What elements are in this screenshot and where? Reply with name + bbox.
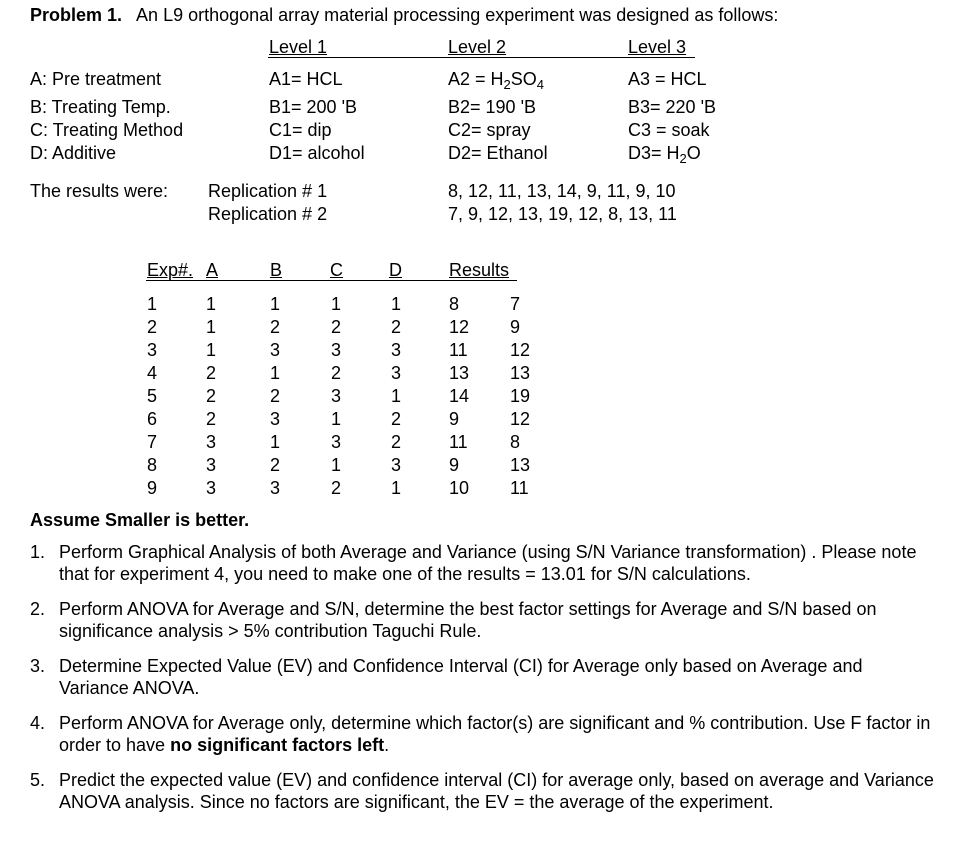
factor-c-level2: C2= spray — [448, 120, 531, 140]
table-header-rule — [146, 280, 517, 281]
results-label: The results were: — [30, 181, 169, 201]
table-cell: 9 — [147, 478, 158, 498]
factor-b-level3: B3= 220 'B — [628, 97, 717, 117]
problem-heading — [30, 4, 778, 26]
table-cell: 11 — [510, 478, 529, 498]
table-cell: 2 — [270, 317, 281, 337]
factor-c-level3: C3 = soak — [628, 120, 710, 140]
factor-c-level1: C1= dip — [269, 120, 332, 140]
table-cell: 12 — [510, 340, 531, 360]
replication-2-label: Replication # 2 — [208, 204, 328, 224]
factor-a-level2: $A2 = H_2SO_4$ — [448, 69, 545, 92]
table-header-d: D — [389, 260, 402, 280]
replication-1-values: 8, 12, 11, 13, 14, 9, 11, 9, 10 — [448, 181, 676, 201]
table-cell: 2 — [391, 317, 402, 337]
factor-b-name: B: Treating Temp. — [30, 97, 171, 117]
table-header-a: A — [206, 260, 219, 280]
table-cell: 3 — [331, 386, 342, 406]
table-cell: 2 — [331, 363, 342, 383]
level-3-header: Level 3 — [628, 37, 687, 57]
table-cell: 3 — [391, 340, 402, 360]
factor-c-name: C: Treating Method — [30, 120, 184, 140]
table-cell: 13 — [449, 363, 470, 383]
table-cell: 3 — [206, 455, 217, 475]
table-cell: 5 — [147, 386, 158, 406]
factor-b-level2: B2= 190 'B — [448, 97, 537, 117]
table-cell: 1 — [391, 478, 402, 498]
table-cell: 1 — [331, 455, 342, 475]
table-cell: 7 — [510, 294, 521, 314]
question-text: Perform Graphical Analysis of both Average and Variance (using S/N Variance transformation) . Please note that for experiment 4, you need to make one of the results = 13.01 for S/N calculations. — [59, 542, 917, 584]
table-cell: 2 — [206, 386, 217, 406]
problem-text: An L9 orthogonal array material processing experiment was designed as follows: — [136, 5, 779, 25]
table-header-b: B — [270, 260, 283, 280]
table-cell: 3 — [270, 340, 281, 360]
question-item — [30, 769, 935, 813]
table-cell: 2 — [270, 386, 281, 406]
table-cell: 11 — [449, 340, 468, 360]
table-header-c: C — [330, 260, 343, 280]
table-cell: 3 — [270, 409, 281, 429]
table-cell: 6 — [147, 409, 158, 429]
factor-d-level2: D2= Ethanol — [448, 143, 548, 163]
level-header-rule — [268, 57, 695, 58]
question-item — [30, 541, 935, 585]
table-cell: 3 — [331, 340, 342, 360]
table-cell: 19 — [510, 386, 531, 406]
table-cell: 2 — [270, 455, 281, 475]
table-cell: 3 — [270, 478, 281, 498]
table-cell: 1 — [147, 294, 158, 314]
table-cell: 1 — [206, 317, 217, 337]
table-cell: 13 — [510, 363, 531, 383]
table-header-exp: Exp#. — [147, 260, 194, 280]
factor-d-level1: D1= alcohol — [269, 143, 365, 163]
factor-a-level3: A3 = HCL — [628, 69, 707, 89]
table-cell: 8 — [510, 432, 521, 452]
table-cell: 13 — [510, 455, 531, 475]
question-text: Predict the expected value (EV) and confidence interval (CI) for average only, based on average and Variance ANOVA analysis. Since no factors are significant, the EV = the average of the experiment. — [59, 770, 934, 812]
question-text: Perform ANOVA for Average only, determine which factor(s) are significant and % contribution. Use F factor in order to have no significant factors left. — [59, 713, 931, 755]
replication-2-values: 7, 9, 12, 13, 19, 12, 8, 13, 11 — [448, 204, 677, 224]
question-text: Determine Expected Value (EV) and Confidence Interval (CI) for Average only based on Average and Variance ANOVA. — [59, 656, 863, 698]
table-cell: 1 — [391, 294, 402, 314]
factor-d-level3: $D3= H_2O$ — [628, 143, 701, 166]
table-cell: 7 — [147, 432, 158, 452]
problem-label: Problem 1. — [30, 5, 123, 25]
factor-d-name: D: Additive — [30, 143, 117, 163]
factor-a-level1: A1= HCL — [269, 69, 343, 89]
table-cell: 8 — [449, 294, 460, 314]
table-cell: 1 — [331, 409, 342, 429]
table-cell: 8 — [147, 455, 158, 475]
table-cell: 3 — [391, 363, 402, 383]
table-cell: 9 — [449, 409, 460, 429]
question-item — [30, 598, 935, 642]
table-cell: 12 — [510, 409, 531, 429]
table-cell: 1 — [391, 386, 402, 406]
level-2-header: Level 2 — [448, 37, 507, 57]
table-cell: 2 — [331, 478, 342, 498]
question-item — [30, 712, 935, 756]
table-header-results: Results — [449, 260, 510, 280]
factor-a-name: A: Pre treatment — [30, 69, 162, 89]
table-cell: 3 — [391, 455, 402, 475]
table-cell: 12 — [449, 317, 470, 337]
table-cell: 1 — [206, 294, 217, 314]
table-cell: 9 — [510, 317, 521, 337]
question-text: Perform ANOVA for Average and S/N, determine the best factor settings for Average and S/N based on significance analysis > 5% contribution Taguchi Rule. — [59, 599, 877, 641]
table-cell: 1 — [331, 294, 342, 314]
question-number: 4. — [30, 713, 46, 733]
table-cell: 2 — [391, 432, 402, 452]
table-cell: 14 — [449, 386, 470, 406]
factor-b-level1: B1= 200 'B — [269, 97, 358, 117]
table-cell: 3 — [147, 340, 158, 360]
question-item — [30, 655, 935, 699]
table-cell: 1 — [270, 294, 281, 314]
question-number: 3. — [30, 656, 46, 676]
replication-1-label: Replication # 1 — [208, 181, 328, 201]
table-cell: 2 — [331, 317, 342, 337]
question-number: 1. — [30, 542, 46, 562]
table-cell: 9 — [449, 455, 460, 475]
table-cell: 10 — [449, 478, 470, 498]
table-cell: 2 — [206, 409, 217, 429]
table-cell: 3 — [331, 432, 342, 452]
table-cell: 1 — [270, 363, 281, 383]
level-1-header: Level 1 — [269, 37, 328, 57]
table-cell: 1 — [206, 340, 217, 360]
question-number: 5. — [30, 770, 46, 790]
table-cell: 4 — [147, 363, 158, 383]
table-cell: 1 — [270, 432, 281, 452]
assumption-note: Assume Smaller is better. — [30, 510, 250, 530]
table-cell: 3 — [206, 478, 217, 498]
table-cell: 2 — [391, 409, 402, 429]
table-cell: 2 — [147, 317, 158, 337]
table-cell: 11 — [449, 432, 468, 452]
questions-list — [30, 541, 935, 813]
table-cell: 2 — [206, 363, 217, 383]
question-number: 2. — [30, 599, 46, 619]
table-cell: 3 — [206, 432, 217, 452]
